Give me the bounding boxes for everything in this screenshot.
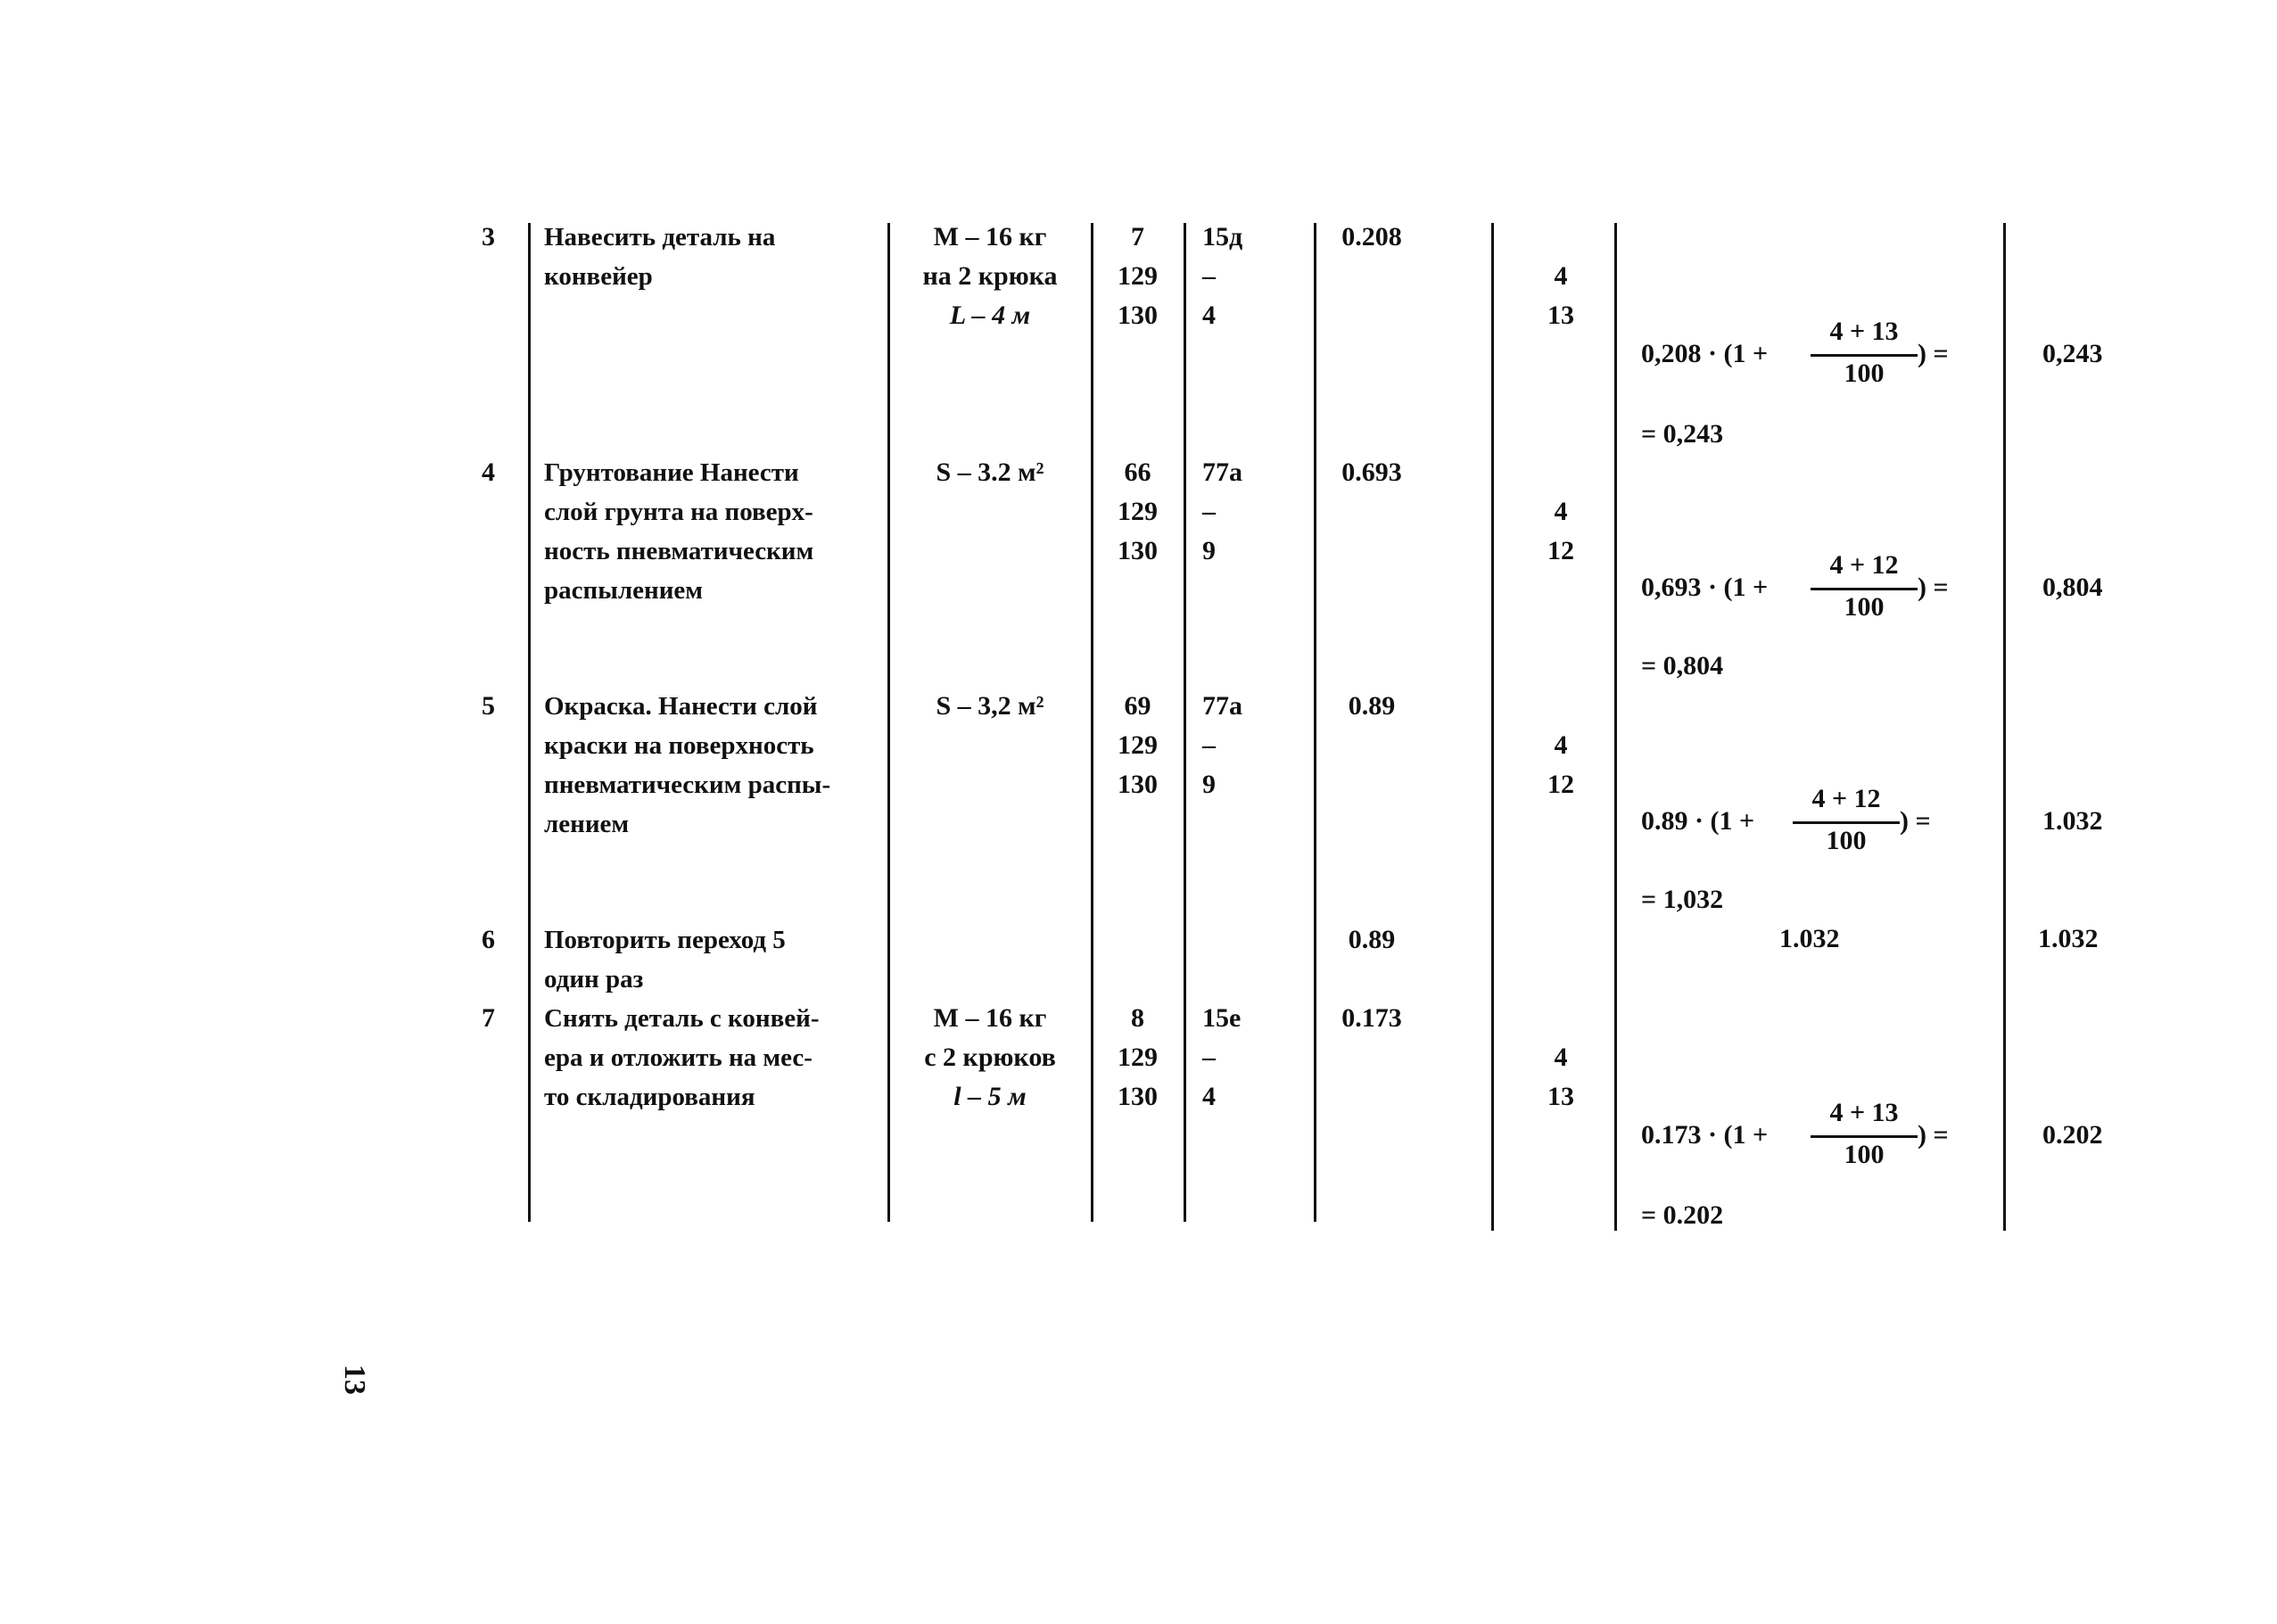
percent-value: 12 (1547, 536, 1574, 565)
position-number: – (1202, 1043, 1216, 1072)
description-line: один раз (544, 965, 644, 993)
card-numbers (1095, 218, 1180, 335)
fraction-denominator: 100 (1826, 826, 1867, 855)
card-numbers (1095, 687, 1180, 804)
operation-description (544, 218, 775, 296)
description-line: ера и отложить на мес- (544, 1043, 813, 1072)
column-rule-7 (1614, 223, 1617, 1231)
row-number: 5 (482, 691, 495, 721)
card-numbers (1095, 453, 1180, 571)
row-number: 6 (482, 925, 495, 954)
parameter-line: на 2 крюка (922, 261, 1058, 291)
calc-result: = 0.202 (1641, 1200, 1724, 1230)
column-rule-2 (887, 223, 890, 1222)
calc-expression: 0.89 · (1 + (1641, 806, 1755, 836)
card-number: 130 (1118, 1082, 1158, 1111)
page-number: 13 (338, 1364, 371, 1395)
card-number: 130 (1118, 301, 1158, 330)
calc-result: = 0,243 (1641, 419, 1724, 449)
calc-close: ) = (1900, 806, 1931, 836)
card-number: 8 (1131, 1003, 1144, 1033)
position-numbers (1202, 999, 1241, 1117)
description-line: ность пневматическим (544, 537, 814, 565)
fraction-bar (1793, 821, 1900, 824)
description-line: Снять деталь с конвей- (544, 1004, 820, 1033)
card-number: 66 (1124, 458, 1151, 487)
card-number: 69 (1124, 691, 1151, 721)
row-number: 3 (482, 222, 495, 251)
parameters (892, 218, 1088, 335)
operation-description (544, 453, 813, 610)
fraction-bar (1811, 1135, 1918, 1138)
percent-values (1516, 257, 1605, 335)
operation-description (544, 920, 786, 999)
description-line: Грунтование Нанести (544, 458, 799, 487)
parameters (892, 999, 1088, 1117)
percent-value: 4 (1554, 730, 1568, 760)
description-line: распылением (544, 576, 704, 605)
time-norm: 0.693 (1341, 458, 1402, 487)
position-number: – (1202, 497, 1216, 526)
percent-value: 4 (1554, 261, 1568, 291)
description-line: пневматическим распы- (544, 771, 831, 799)
parameter-line: с 2 крюков (924, 1043, 1056, 1072)
parameter-line: М – 16 кг (933, 222, 1047, 251)
percent-values (1516, 1038, 1605, 1117)
parameter-line: l – 5 м (953, 1082, 1027, 1111)
fraction-denominator: 100 (1844, 359, 1885, 388)
position-number: 9 (1202, 770, 1216, 799)
time-norm: 0.89 (1348, 691, 1396, 721)
calc-result: = 0,804 (1641, 651, 1724, 680)
operation-description (544, 999, 819, 1117)
time-norm: 0.173 (1341, 1003, 1402, 1033)
percent-value: 12 (1547, 770, 1574, 799)
column-rule-8 (2003, 223, 2006, 1231)
position-number: 9 (1202, 536, 1216, 565)
calc-expression: 0,693 · (1 + (1641, 573, 1769, 602)
card-number: 130 (1118, 536, 1158, 565)
card-number: 129 (1118, 261, 1158, 291)
description-line: Окраска. Нанести слой (544, 692, 818, 721)
card-numbers (1095, 999, 1180, 1117)
calc-result: = 1,032 (1641, 885, 1724, 914)
position-numbers (1202, 218, 1242, 335)
description-line: лением (544, 810, 630, 838)
description-line: конвейер (544, 262, 653, 291)
card-number: 7 (1131, 222, 1144, 251)
card-number: 130 (1118, 770, 1158, 799)
position-number: 77а (1202, 458, 1242, 487)
fraction-bar (1811, 354, 1918, 357)
column-rule-4 (1184, 223, 1186, 1222)
position-number: 15д (1202, 222, 1243, 251)
row-total: 0,243 (2042, 339, 2103, 368)
position-number: 4 (1202, 1082, 1216, 1111)
position-numbers (1202, 687, 1242, 804)
card-number: 129 (1118, 1043, 1158, 1072)
description-line: краски на поверхность (544, 731, 814, 760)
percent-value: 13 (1547, 1082, 1574, 1111)
description-line: Повторить переход 5 (544, 926, 786, 954)
card-number: 129 (1118, 730, 1158, 760)
description-line: то складирования (544, 1083, 755, 1111)
position-number: 77а (1202, 691, 1242, 721)
parameter-line: М – 16 кг (933, 1003, 1047, 1033)
position-number: 15е (1202, 1003, 1242, 1033)
position-number: – (1202, 730, 1216, 760)
fraction-numerator: 4 + 12 (1829, 550, 1899, 580)
row-total: 0,804 (2042, 573, 2103, 602)
calc-close: ) = (1918, 573, 1949, 602)
calc-plain: 1.032 (1779, 924, 1840, 953)
row-number: 4 (482, 458, 495, 487)
fraction-bar (1811, 588, 1918, 590)
calc-expression: 0.173 · (1 + (1641, 1120, 1769, 1150)
operation-description (544, 687, 830, 844)
description-line: Навесить деталь на (544, 223, 776, 251)
column-rule-3 (1091, 223, 1093, 1222)
calc-close: ) = (1918, 1120, 1949, 1150)
parameters (892, 687, 1088, 726)
row-total: 1.032 (2038, 924, 2099, 953)
description-line: слой грунта на поверх- (544, 498, 813, 526)
time-norm: 0.89 (1348, 925, 1396, 954)
parameters (892, 453, 1088, 492)
position-numbers (1202, 453, 1242, 571)
parameter-line: L – 4 м (949, 301, 1031, 330)
parameter-line: S – 3,2 м² (936, 691, 1044, 721)
row-number: 7 (482, 1003, 495, 1033)
fraction-numerator: 4 + 13 (1829, 1098, 1899, 1127)
column-rule-6 (1491, 223, 1494, 1231)
fraction-numerator: 4 + 12 (1811, 784, 1881, 813)
percent-value: 13 (1547, 301, 1574, 330)
time-norm: 0.208 (1341, 222, 1402, 251)
calc-close: ) = (1918, 339, 1949, 368)
percent-values (1516, 726, 1605, 804)
row-total: 0.202 (2042, 1120, 2103, 1150)
row-total: 1.032 (2042, 806, 2103, 836)
fraction-numerator: 4 + 13 (1829, 317, 1899, 346)
percent-value: 4 (1554, 1043, 1568, 1072)
column-rule-5 (1314, 223, 1316, 1222)
percent-value: 4 (1554, 497, 1568, 526)
card-number: 129 (1118, 497, 1158, 526)
fraction-denominator: 100 (1844, 1140, 1885, 1169)
parameter-line: S – 3.2 м² (936, 458, 1044, 487)
calc-expression: 0,208 · (1 + (1641, 339, 1769, 368)
column-rule-1 (528, 223, 531, 1222)
position-number: 4 (1202, 301, 1216, 330)
fraction-denominator: 100 (1844, 592, 1885, 622)
percent-values (1516, 492, 1605, 571)
position-number: – (1202, 261, 1216, 291)
